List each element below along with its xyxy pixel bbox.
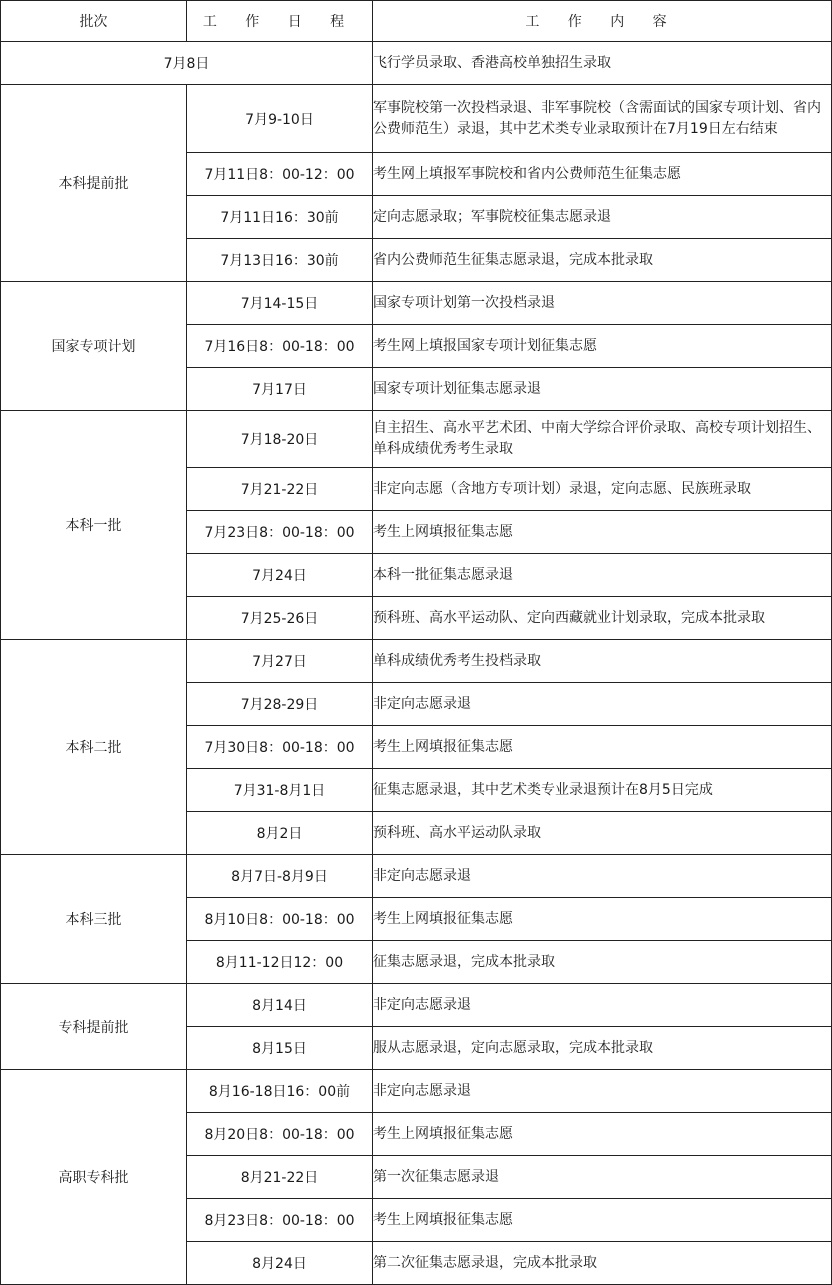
work-content-cell: 国家专项计划第一次投档录退 [373,282,832,325]
work-content-cell: 预科班、高水平运动队录取 [373,812,832,855]
schedule-date-cell: 7月31-8月1日 [187,769,373,812]
work-content-cell: 考生上网填报征集志愿 [373,1199,832,1242]
work-content-cell: 第一次征集志愿录退 [373,1156,832,1199]
work-content-cell: 考生上网填报征集志愿 [373,511,832,554]
table-row [1,1070,832,1113]
schedule-date-cell: 7月13日16：30前 [187,239,373,282]
schedule-date-cell: 8月15日 [187,1027,373,1070]
work-content-cell: 非定向志愿录退 [373,855,832,898]
work-content-cell: 非定向志愿录退 [373,683,832,726]
work-content-cell: 考生网上填报国家专项计划征集志愿 [373,325,832,368]
work-content-cell: 本科一批征集志愿录退 [373,554,832,597]
table-header-row [1,1,832,42]
header-content: 工 作 内 容 [373,1,832,42]
schedule-date-cell: 8月24日 [187,1242,373,1285]
schedule-date-cell: 8月16-18日16：00前 [187,1070,373,1113]
table-row [1,85,832,153]
schedule-date-cell: 7月27日 [187,640,373,683]
work-content-cell: 服从志愿录退，定向志愿录取，完成本批录取 [373,1027,832,1070]
work-content-cell: 预科班、高水平运动队、定向西藏就业计划录取，完成本批录取 [373,597,832,640]
work-content-cell: 自主招生、高水平艺术团、中南大学综合评价录取、高校专项计划招生、单科成绩优秀考生录取 [373,411,832,468]
work-content-cell: 非定向志愿录退 [373,984,832,1027]
schedule-date-cell: 8月11-12日12：00 [187,941,373,984]
table-row [1,411,832,468]
schedule-date-cell: 7月16日8：00-18：00 [187,325,373,368]
batch-cell: 专科提前批 [1,984,187,1070]
schedule-date-cell: 7月23日8：00-18：00 [187,511,373,554]
schedule-date-cell: 8月10日8：00-18：00 [187,898,373,941]
table-row [1,984,832,1027]
work-content-cell: 考生网上填报军事院校和省内公费师范生征集志愿 [373,153,832,196]
work-content-cell: 非定向志愿录退 [373,1070,832,1113]
work-content-cell: 考生上网填报征集志愿 [373,1113,832,1156]
header-schedule: 工 作 日 程 [187,1,373,42]
work-content-cell: 定向志愿录取；军事院校征集志愿录退 [373,196,832,239]
work-content-cell: 非定向志愿（含地方专项计划）录退，定向志愿、民族班录取 [373,468,832,511]
schedule-date-cell: 8月23日8：00-18：00 [187,1199,373,1242]
schedule-date-cell: 7月11日16：30前 [187,196,373,239]
schedule-date-cell: 7月17日 [187,368,373,411]
work-content-cell: 军事院校第一次投档录退、非军事院校（含需面试的国家专项计划、省内公费师范生）录退，其中艺术类专业录取预计在7月19日左右结束 [373,85,832,153]
schedule-date-cell: 7月30日8：00-18：00 [187,726,373,769]
batch-cell: 本科二批 [1,640,187,855]
schedule-date-cell: 7月28-29日 [187,683,373,726]
schedule-date-cell: 8月14日 [187,984,373,1027]
schedule-date-cell: 8月20日8：00-18：00 [187,1113,373,1156]
schedule-date-cell: 7月14-15日 [187,282,373,325]
schedule-date-cell: 7月11日8：00-12：00 [187,153,373,196]
work-content-cell: 单科成绩优秀考生投档录取 [373,640,832,683]
batch-cell: 本科三批 [1,855,187,984]
work-content-cell: 征集志愿录退，其中艺术类专业录退预计在8月5日完成 [373,769,832,812]
table-row [1,282,832,325]
table-row [1,640,832,683]
table-row-top [1,42,832,85]
top-row-date: 7月8日 [1,42,373,85]
work-content-cell: 第二次征集志愿录退，完成本批录取 [373,1242,832,1285]
top-row-task: 飞行学员录取、香港高校单独招生录取 [373,42,832,85]
batch-cell: 本科提前批 [1,85,187,282]
batch-cell: 本科一批 [1,411,187,640]
schedule-date-cell: 8月2日 [187,812,373,855]
work-content-cell: 征集志愿录退，完成本批录取 [373,941,832,984]
schedule-date-cell: 7月21-22日 [187,468,373,511]
work-content-cell: 国家专项计划征集志愿录退 [373,368,832,411]
table-body [1,42,832,1285]
schedule-date-cell: 7月25-26日 [187,597,373,640]
work-content-cell: 考生上网填报征集志愿 [373,898,832,941]
schedule-date-cell: 7月9-10日 [187,85,373,153]
work-content-cell: 考生上网填报征集志愿 [373,726,832,769]
work-content-cell: 省内公费师范生征集志愿录退，完成本批录取 [373,239,832,282]
schedule-date-cell: 7月18-20日 [187,411,373,468]
schedule-date-cell: 8月21-22日 [187,1156,373,1199]
batch-cell: 高职专科批 [1,1070,187,1285]
schedule-date-cell: 7月24日 [187,554,373,597]
schedule-date-cell: 8月7日-8月9日 [187,855,373,898]
batch-cell: 国家专项计划 [1,282,187,411]
header-batch: 批次 [1,1,187,42]
table-row [1,855,832,898]
